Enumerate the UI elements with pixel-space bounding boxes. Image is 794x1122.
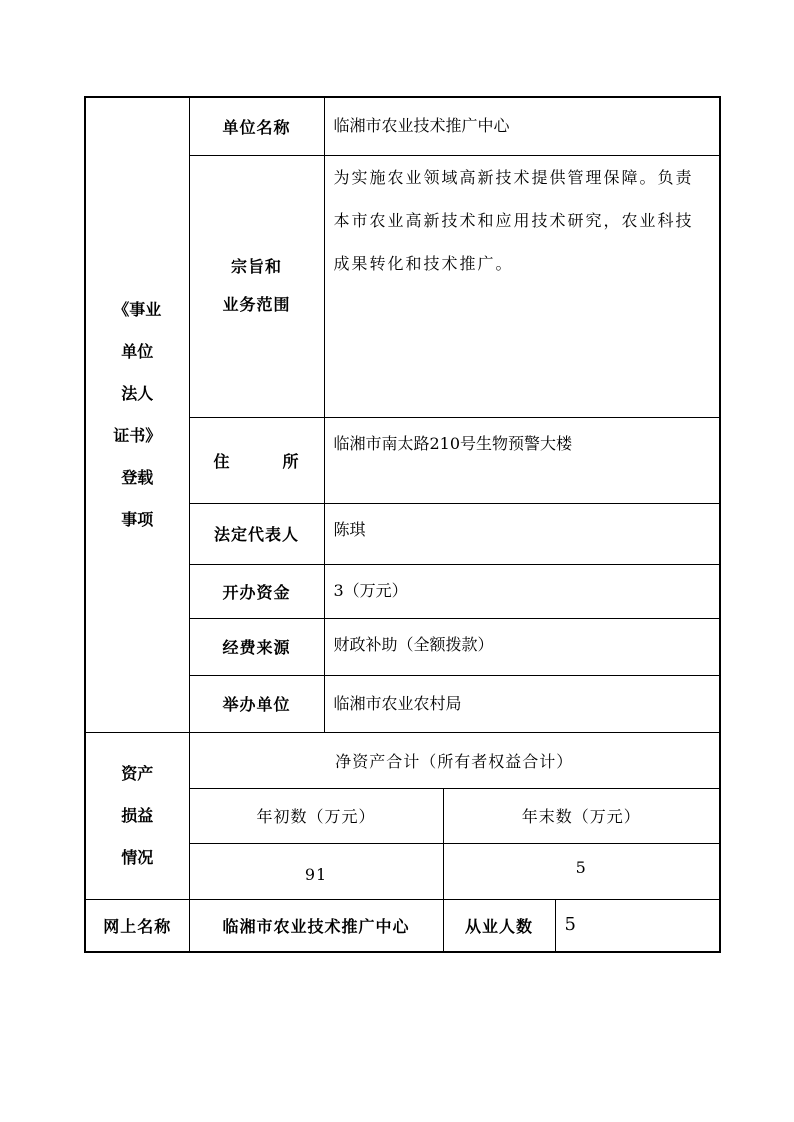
address-label	[189, 417, 324, 503]
assets-label-line: 损益	[121, 805, 154, 825]
purpose-label	[189, 155, 324, 417]
address-label-right: 所	[282, 451, 300, 471]
sponsor-value: 临湘市农业农村局	[324, 675, 720, 732]
registration-section-label	[85, 97, 189, 732]
legal-rep-label: 法定代表人	[189, 503, 324, 564]
staff-count-label: 从业人数	[443, 899, 555, 952]
online-name-value: 临湘市农业技术推广中心	[189, 899, 443, 952]
address-label-left: 住	[213, 451, 231, 471]
purpose-value: 为实施农业领域高新技术提供管理保障。负责本市农业高新技术和应用技术研究，农业科技成果转化和技术推广。	[324, 155, 720, 417]
unit-name-label: 单位名称	[189, 97, 324, 155]
assets-section-label	[85, 732, 189, 899]
legal-rep-value: 陈琪	[324, 503, 720, 564]
end-year-value: 5	[443, 843, 720, 899]
purpose-label-line: 宗旨和	[230, 257, 282, 276]
assets-label-line: 资产	[121, 763, 154, 783]
sponsor-label: 举办单位	[189, 675, 324, 732]
begin-year-value: 91	[189, 843, 443, 899]
registration-label-line: 《事业	[113, 299, 162, 319]
begin-year-label: 年初数（万元）	[189, 788, 443, 843]
online-name-label: 网上名称	[85, 899, 189, 952]
funding-value: 财政补助（全额拨款）	[324, 618, 720, 675]
certificate-table	[84, 96, 721, 953]
registration-label-line: 单位	[121, 341, 154, 361]
registration-label-line: 登载	[121, 467, 154, 487]
capital-label: 开办资金	[189, 564, 324, 618]
end-year-label: 年末数（万元）	[443, 788, 720, 843]
registration-label-line: 证书》	[113, 425, 162, 445]
funding-label: 经费来源	[189, 618, 324, 675]
registration-label-line: 事项	[121, 509, 154, 529]
purpose-label-line: 业务范围	[222, 295, 291, 314]
registration-label-line: 法人	[121, 383, 154, 403]
unit-name-value: 临湘市农业技术推广中心	[324, 97, 720, 155]
capital-value: 3（万元）	[324, 564, 720, 618]
address-value: 临湘市南太路210号生物预警大楼	[324, 417, 720, 503]
assets-label-line: 情况	[121, 847, 154, 867]
staff-count-value: 5	[555, 899, 720, 952]
net-assets-header: 净资产合计（所有者权益合计）	[189, 732, 720, 788]
